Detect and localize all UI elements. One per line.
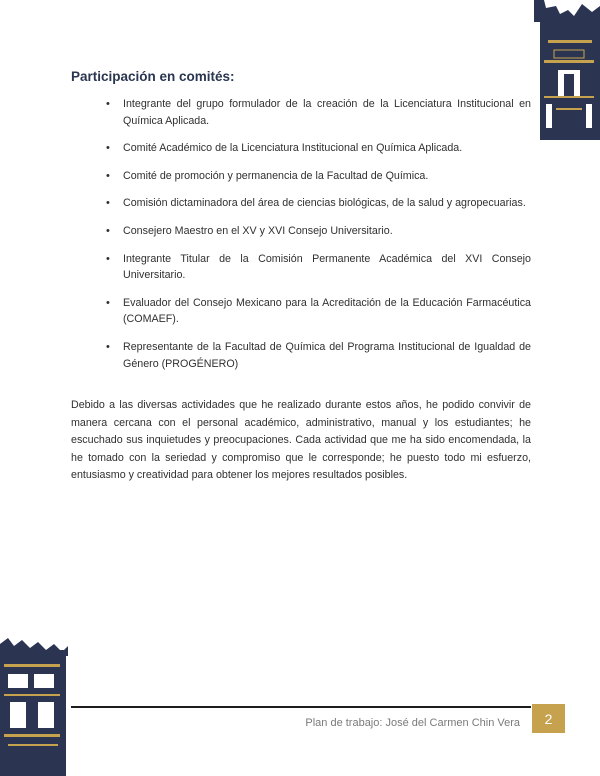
bullet-icon: • — [106, 197, 110, 210]
page-number: 2 — [544, 710, 553, 727]
list-item — [107, 223, 531, 240]
bullet-icon: • — [106, 252, 110, 265]
bullet-icon: • — [106, 142, 110, 155]
list-item-text: Comité Académico de la Licenciatura Institucional en Química Aplicada. — [123, 142, 463, 155]
committee-list — [107, 96, 531, 383]
bullet-icon: • — [106, 296, 110, 309]
building-facade-illustration — [0, 636, 68, 776]
list-item — [107, 140, 531, 157]
list-item-text: Integrante Titular de la Comisión Permanente Académica del XVI Consejo Universitario. — [123, 252, 531, 282]
list-item-text: Comité de promoción y permanencia de la Facultad de Química. — [123, 169, 429, 182]
list-item-text: Comisión dictaminadora del área de ciencias biológicas, de la salud y agropecuarias. — [123, 197, 526, 210]
list-item — [107, 339, 531, 372]
bullet-icon: • — [106, 340, 110, 353]
list-item — [107, 195, 531, 212]
list-item-text: Consejero Maestro en el XV y XVI Consejo Universitario. — [123, 224, 393, 237]
list-item — [107, 295, 531, 328]
bullet-icon: • — [106, 224, 110, 237]
list-item — [107, 168, 531, 185]
list-item-text: Representante de la Facultad de Química del Programa Institucional de Igualdad de Género (PROGÉNERO) — [123, 340, 531, 370]
list-item — [107, 251, 531, 284]
footer-text: Plan de trabajo: José del Carmen Chin Vera — [305, 717, 520, 729]
bullet-icon: • — [106, 169, 110, 182]
bullet-icon: • — [106, 98, 110, 110]
section-title: Participación en comités: — [71, 69, 235, 84]
list-item-text: Integrante del grupo formulador de la creación de la Licenciatura Institucional en Química Aplicada. — [123, 98, 531, 127]
list-item-text: Evaluador del Consejo Mexicano para la Acreditación de la Educación Farmacéutica (COMAEF). — [123, 296, 531, 326]
list-item — [107, 96, 531, 129]
building-facade-illustration — [534, 0, 600, 140]
page-number-badge — [532, 704, 565, 733]
footer-divider — [71, 706, 531, 708]
body-paragraph: Debido a las diversas actividades que he realizado durante estos años, he podido convivir de manera cercana con el personal académico, administrativo, manual y los estudiantes; he escuchado sus inquietudes y preocupaciones. Cada actividad que me ha sido encomendada, la he tomado con la seriedad y compromiso que le corresponde; he puesto todo mi esfuerzo, entusiasmo y creatividad para obtener los mejores resultados posibles. — [71, 399, 531, 482]
